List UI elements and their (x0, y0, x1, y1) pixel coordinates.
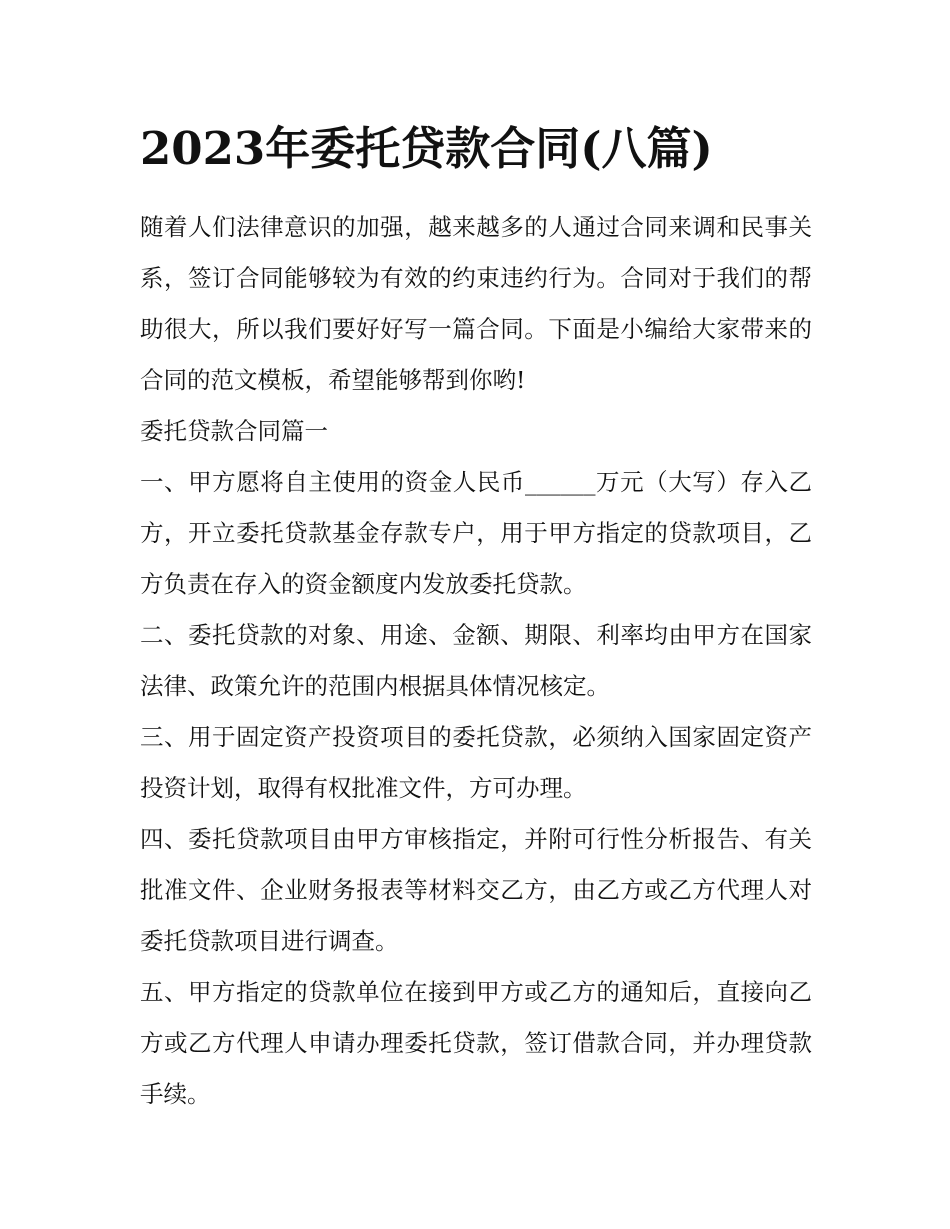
document-body (140, 116, 812, 1120)
clause-3: 三、用于固定资产投资项目的委托贷款，必须纳入国家固定资产投资计划，取得有权批准文件，方可办理。 (140, 723, 812, 802)
intro-paragraph: 随着人们法律意识的加强，越来越多的人通过合同来调和民事关系，签订合同能够较为有效的约束违约行为。合同对于我们的帮助很大，所以我们要好好写一篇合同。下面是小编给大家带来的合同的范文模板，希望能够帮到你哟! (140, 213, 812, 394)
clause-5: 五、甲方指定的贷款单位在接到甲方或乙方的通知后，直接向乙方或乙方代理人申请办理委托贷款，签订借款合同，并办理贷款手续。 (140, 978, 812, 1108)
document-title: 2023年委托贷款合同(八篇) (140, 122, 713, 175)
clause-2: 二、委托贷款的对象、用途、金额、期限、利率均由甲方在国家法律、政策允许的范围内根据具体情况核定。 (140, 621, 812, 700)
clause-1: 一、甲方愿将自主使用的资金人民币______万元（大写）存入乙方，开立委托贷款基金存款专户，用于甲方指定的贷款项目，乙方负责在存入的资金额度内发放委托贷款。 (140, 468, 812, 598)
clause-4: 四、委托贷款项目由甲方审核指定，并附可行性分析报告、有关批准文件、企业财务报表等材料交乙方，由乙方或乙方代理人对委托贷款项目进行调查。 (140, 825, 812, 955)
section-heading: 委托贷款合同篇一 (140, 417, 328, 445)
